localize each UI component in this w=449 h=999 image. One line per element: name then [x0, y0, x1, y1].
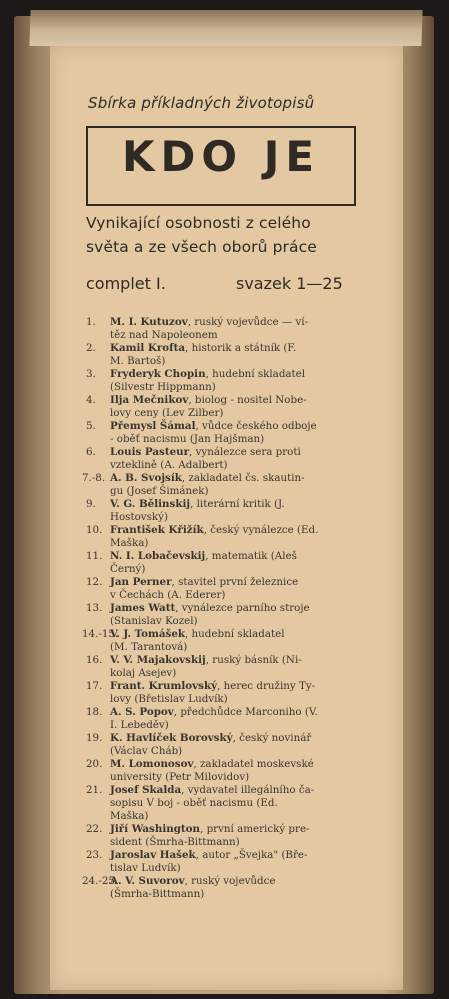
item-number: 24.-25.	[82, 875, 119, 887]
person-name: Kamil Krofta	[110, 342, 186, 354]
item-description: , vůdce českého odboje	[195, 420, 317, 432]
person-name: N. I. Lobačevskij	[110, 550, 206, 562]
item-description: , hudební skladatel	[185, 628, 285, 640]
list-item	[86, 524, 386, 550]
item-description: , zakladatel čs. skautin-	[181, 472, 305, 484]
item-line-2: M. Bartoš)	[110, 355, 166, 367]
box-label	[50, 46, 403, 990]
list-item	[86, 758, 386, 784]
person-name: František Křižík	[110, 524, 204, 536]
person-name: Josef Skalda	[110, 784, 182, 796]
person-name: Jan Perner	[110, 576, 172, 588]
list-item	[86, 446, 386, 472]
item-line-1	[110, 368, 386, 381]
item-number: 2.	[86, 342, 96, 354]
person-name: Louis Pasteur	[110, 446, 190, 458]
item-line-1	[110, 420, 386, 433]
person-name: James Watt	[110, 602, 176, 614]
list-item	[86, 732, 386, 758]
item-description: , český vynálezce (Ed.	[203, 524, 319, 536]
item-number: 22.	[86, 823, 103, 835]
item-number: 10.	[86, 524, 103, 536]
list-item	[82, 472, 386, 498]
person-name: A. B. Svojsík	[110, 472, 182, 484]
list-item	[86, 823, 386, 849]
list-item	[86, 420, 386, 446]
person-name: A. V. Suvorov	[110, 875, 185, 887]
item-description: , zakladatel moskevské	[193, 758, 314, 770]
list-item	[86, 784, 386, 823]
item-line-1	[110, 875, 386, 888]
person-name: Jaroslav Hašek	[110, 849, 196, 861]
item-line-1	[110, 680, 386, 693]
item-line-2: (Stanislav Kozel)	[110, 615, 198, 627]
title-frame	[86, 126, 356, 206]
item-line-2: gu (Josef Šimánek)	[110, 485, 209, 497]
item-number: 18.	[86, 706, 103, 718]
item-number: 21.	[86, 784, 103, 796]
item-number: 5.	[86, 420, 96, 432]
item-description: , stavitel první železnice	[171, 576, 299, 588]
list-item	[86, 602, 386, 628]
volume-range: svazek 1—25	[236, 274, 343, 293]
item-number: 17.	[86, 680, 103, 692]
list-item	[86, 576, 386, 602]
series-title: Sbírka příkladných životopisů	[88, 94, 315, 112]
item-line-1	[110, 823, 386, 836]
item-line-2: (Václav Cháb)	[110, 745, 183, 757]
item-description: , biolog - nositel Nobe-	[188, 394, 307, 406]
item-description: , herec družiny Ty-	[217, 680, 316, 692]
item-description: , vynálezce sera proti	[189, 446, 301, 458]
list-item	[86, 394, 386, 420]
person-name: M. Lomonosov	[110, 758, 194, 770]
item-line-2: sident (Šmrha-Bittmann)	[110, 836, 240, 848]
item-line-3: Maška)	[110, 810, 149, 822]
person-name: Frant. Krumlovský	[110, 680, 218, 692]
person-name: V. G. Bělinskij	[110, 498, 191, 510]
item-number: 6.	[86, 446, 96, 458]
item-number: 14.-15.	[82, 628, 119, 640]
item-number: 13.	[86, 602, 103, 614]
item-number: 1.	[86, 316, 96, 328]
item-line-1	[110, 446, 386, 459]
item-line-2: Černý)	[110, 563, 146, 575]
item-description: , český novinář	[232, 732, 312, 744]
item-line-2: lovy (Břetislav Ludvík)	[110, 693, 228, 705]
item-line-1	[110, 342, 386, 355]
item-line-1	[110, 472, 386, 485]
item-line-1	[110, 628, 386, 641]
item-number: 20.	[86, 758, 103, 770]
item-line-2: lovy ceny (Lev Zilber)	[110, 407, 224, 419]
item-number: 11.	[86, 550, 103, 562]
item-description: , vydavatel illegálního ča-	[181, 784, 315, 796]
item-line-2: I. Lebeděv)	[110, 719, 169, 731]
item-line-1	[110, 394, 386, 407]
person-name: V. J. Tomášek	[110, 628, 185, 640]
person-name: V. V. Majakovskij	[110, 654, 206, 666]
item-number: 3.	[86, 368, 96, 380]
item-number: 12.	[86, 576, 103, 588]
item-line-1	[110, 316, 386, 329]
item-number: 16.	[86, 654, 103, 666]
item-description: , historik a státník (F.	[185, 342, 297, 354]
list-item	[86, 680, 386, 706]
item-line-1	[110, 524, 386, 537]
item-line-2: Maška)	[110, 537, 149, 549]
item-line-1	[110, 849, 386, 862]
subtitle-line-2: světa a ze všech oborů práce	[86, 238, 317, 256]
item-line-1	[110, 550, 386, 563]
item-line-1	[110, 498, 386, 511]
list-item	[86, 368, 386, 394]
item-line-2: university (Petr Milovidov)	[110, 771, 250, 783]
person-name: K. Havlíček Borovský	[110, 732, 233, 744]
list-item	[82, 875, 386, 901]
item-line-1	[110, 758, 386, 771]
item-line-1	[110, 576, 386, 589]
person-name: Fryderyk Chopin	[110, 368, 206, 380]
item-line-1	[110, 732, 386, 745]
item-description: , hudební skladatel	[205, 368, 306, 380]
item-number: 23.	[86, 849, 103, 861]
item-number: 19.	[86, 732, 103, 744]
item-line-1	[110, 654, 386, 667]
item-line-2: tislav Ludvík)	[110, 862, 181, 874]
volume-list	[82, 316, 386, 901]
item-line-2: v Čechách (A. Ederer)	[110, 589, 226, 601]
item-line-1	[110, 784, 386, 797]
person-name: Ilja Mečnikov	[110, 394, 189, 406]
subtitle-line-1: Vynikající osobnosti z celého	[86, 214, 311, 232]
person-name: Jiří Washington	[110, 823, 201, 835]
item-line-2: kolaj Asejev)	[110, 667, 177, 679]
person-name: Přemysl Šámal	[110, 420, 196, 432]
list-item	[86, 550, 386, 576]
list-item	[86, 316, 386, 342]
item-number: 4.	[86, 394, 96, 406]
item-line-2: vzteklině (A. Adalbert)	[110, 459, 228, 471]
item-line-1	[110, 706, 386, 719]
item-description: , ruský básník (Ni-	[205, 654, 302, 666]
complet-label: complet I.	[86, 274, 166, 293]
item-line-1	[110, 602, 386, 615]
list-item	[86, 849, 386, 875]
item-description: , první americký pre-	[200, 823, 310, 835]
item-line-2: - oběť nacismu (Jan Hajšman)	[110, 433, 265, 445]
main-title: KDO JE	[121, 132, 321, 181]
list-item	[86, 342, 386, 368]
item-description: , matematik (Aleš	[205, 550, 297, 562]
item-description: , ruský vojevůdce	[184, 875, 276, 887]
box-top-edge	[29, 10, 422, 46]
item-description: , předchůdce Marconiho (V.	[173, 706, 318, 718]
list-item	[82, 628, 386, 654]
person-name: M. I. Kutuzov	[110, 316, 188, 328]
item-description: , literární kritik (J.	[190, 498, 285, 510]
list-item	[86, 706, 386, 732]
item-description: , autor „Švejka" (Bře-	[195, 849, 308, 861]
item-line-2: (Silvestr Hippmann)	[110, 381, 216, 393]
item-line-2: Hostovský)	[110, 511, 168, 523]
item-number: 9.	[86, 498, 96, 510]
item-line-2: těz nad Napoleonem	[110, 329, 218, 341]
item-description: , vynálezce parního stroje	[175, 602, 310, 614]
person-name: A. S. Popov	[110, 706, 174, 718]
list-item	[86, 654, 386, 680]
list-item	[86, 498, 386, 524]
item-description: , ruský vojevůdce — ví-	[187, 316, 309, 328]
item-number: 7.-8.	[82, 472, 106, 484]
item-line-2: sopisu V boj - oběť nacismu (Ed.	[110, 797, 278, 809]
item-line-2: (M. Tarantová)	[110, 641, 188, 653]
item-line-2: (Šmrha-Bittmann)	[110, 888, 205, 900]
